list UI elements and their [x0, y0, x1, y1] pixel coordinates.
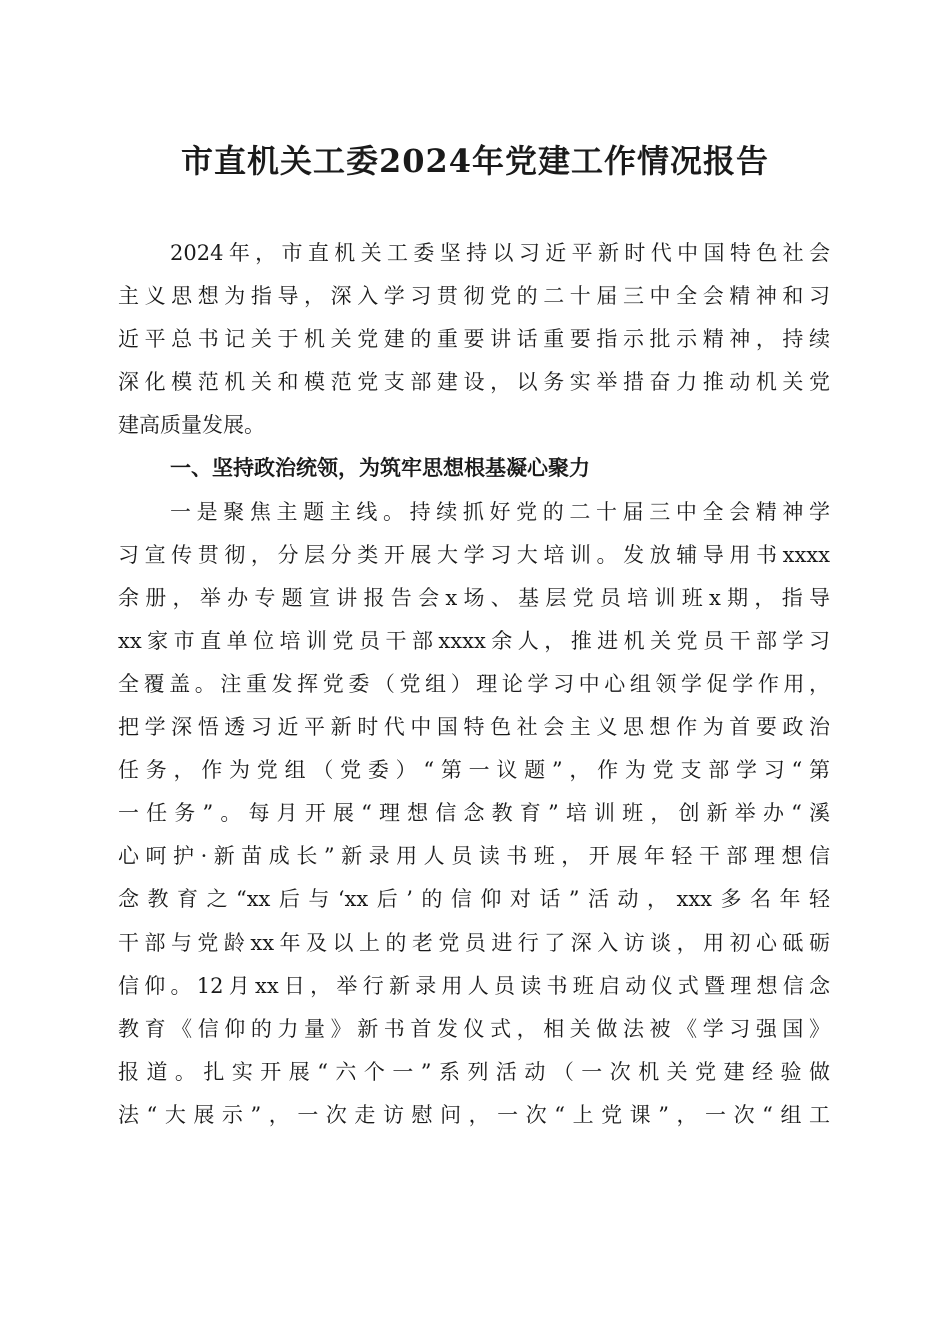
paragraph-line: 把学深悟透习近平新时代中国特色社会主义思想作为首要政治 [118, 715, 830, 740]
paragraph-line: 信仰。12月xx日，举行新录用人员读书班启动仪式暨理想信念 [118, 973, 830, 998]
paragraph-line: xx家市直单位培训党员干部xxxx余人，推进机关党员干部学习 [118, 628, 830, 653]
intro-paragraph [118, 232, 830, 447]
paragraph-line: 报道。扎实开展“六个一”系列活动（一次机关党建经验做 [118, 1059, 830, 1084]
paragraph-line: 全覆盖。注重发挥党委（党组）理论学习中心组领学促学作用， [118, 671, 830, 696]
paragraph-line: 余册，举办专题宣讲报告会x场、基层党员培训班x期，指导 [118, 585, 830, 610]
paragraph-line: 心呵护·新苗成长”新录用人员读书班，开展年轻干部理想信 [118, 844, 830, 869]
paragraph-line: 2024年，市直机关工委坚持以习近平新时代中国特色社会 [170, 241, 830, 265]
paragraph-line: 主义思想为指导，深入学习贯彻党的二十届三中全会精神和习 [118, 284, 830, 309]
section-heading: 一、坚持政治统领，为筑牢思想根基凝心聚力 [170, 456, 590, 481]
paragraph-line: 一是聚焦主题主线。持续抓好党的二十届三中全会精神学 [170, 499, 830, 524]
paragraph-line: 近平总书记关于机关党建的重要讲话重要指示批示精神，持续 [118, 327, 830, 352]
paragraph-line: 建高质量发展。 [118, 413, 265, 438]
paragraph-line: 干部与党龄xx年及以上的老党员进行了深入访谈，用初心砥砺 [118, 930, 830, 955]
paragraph-line: 一任务”。每月开展“理想信念教育”培训班，创新举办“溪 [118, 801, 830, 826]
paragraph-line: 法“大展示”，一次走访慰问，一次“上党课”，一次“组工 [118, 1102, 830, 1127]
paragraph-line: 任务，作为党组（党委）“第一议题”，作为党支部学习“第 [118, 758, 830, 783]
paragraph-line: 教育《信仰的力量》新书首发仪式，相关做法被《学习强国》 [118, 1016, 830, 1041]
paragraph-line: 习宣传贯彻，分层分类开展大学习大培训。发放辅导用书xxxx [118, 542, 830, 567]
paragraph-line: 深化模范机关和模范党支部建设，以务实举措奋力推动机关党 [118, 370, 830, 395]
section1-paragraph [118, 491, 830, 1137]
paragraph-line: 念教育之“xx后与‘xx后’的信仰对话”活动，xxx多名年轻 [118, 887, 830, 912]
document-body [118, 232, 830, 1137]
document-title: 市直机关工委2024年党建工作情况报告 [180, 142, 770, 180]
